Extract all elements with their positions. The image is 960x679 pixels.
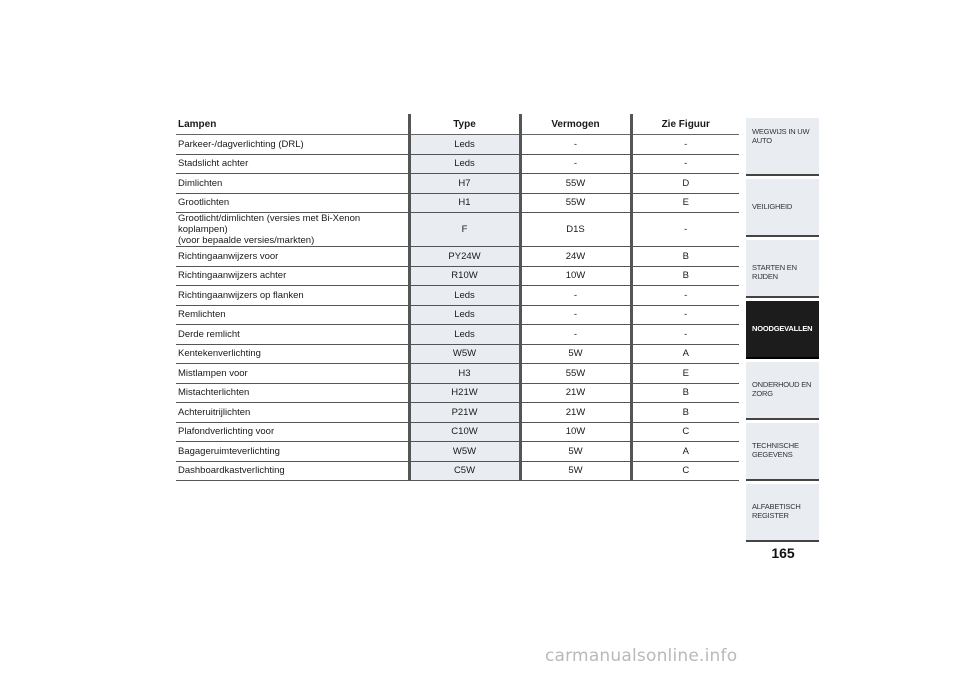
tab-label-line1: NOODGEVALLEN <box>752 324 813 333</box>
lamp-table-body <box>176 135 739 481</box>
header-lampen: Lampen <box>176 114 409 135</box>
row-type: F <box>409 213 520 247</box>
tab-label-line1: TECHNISCHE <box>752 441 799 450</box>
row-vermogen: 10W <box>520 422 631 442</box>
row-lamp-name: Bagageruimteverlichting <box>176 442 409 462</box>
row-figuur: C <box>631 422 739 442</box>
row-lamp-name-line2: (voor bepaalde versies/markten) <box>178 235 315 246</box>
chapter-tab-nav <box>746 118 819 545</box>
row-vermogen: - <box>520 135 631 155</box>
table-row <box>176 266 739 286</box>
row-lamp-name: Mistachterlichten <box>176 383 409 403</box>
table-row <box>176 403 739 423</box>
table-row <box>176 442 739 462</box>
row-lamp-name: Kentekenverlichting <box>176 344 409 364</box>
table-row <box>176 154 739 174</box>
table-row <box>176 286 739 306</box>
row-figuur: B <box>631 266 739 286</box>
row-lamp-name: Achteruitrijlichten <box>176 403 409 423</box>
table-row <box>176 461 739 481</box>
row-type: Leds <box>409 305 520 325</box>
row-vermogen: 24W <box>520 247 631 267</box>
table-row <box>176 213 739 247</box>
row-vermogen: 55W <box>520 174 631 194</box>
tab-label-line1: WEGWIJS IN UW <box>752 127 810 136</box>
row-figuur: - <box>631 286 739 306</box>
row-lamp-name: Dimlichten <box>176 174 409 194</box>
tab-veiligheid[interactable] <box>746 179 819 237</box>
table-row <box>176 174 739 194</box>
tab-label-line1: VEILIGHEID <box>752 202 793 211</box>
tab-label-line1: ONDERHOUD EN <box>752 380 812 389</box>
row-lamp-name: Stadslicht achter <box>176 154 409 174</box>
row-type: H3 <box>409 364 520 384</box>
table-row <box>176 383 739 403</box>
page-number: 165 <box>771 545 795 561</box>
table-row <box>176 305 739 325</box>
row-type: H21W <box>409 383 520 403</box>
row-vermogen: 10W <box>520 266 631 286</box>
row-type: R10W <box>409 266 520 286</box>
tab-label-line2: ZORG <box>752 389 773 398</box>
row-type: P21W <box>409 403 520 423</box>
row-lamp-name: Plafondverlichting voor <box>176 422 409 442</box>
row-lamp-name: Dashboardkastverlichting <box>176 461 409 481</box>
row-lamp-name <box>176 213 409 247</box>
tab-alfabetisch-register[interactable] <box>746 484 819 542</box>
row-type: C5W <box>409 461 520 481</box>
lamp-table <box>176 114 739 481</box>
tab-wegwijs-in-uw-auto[interactable] <box>746 118 819 176</box>
watermark: carmanualsonline.info <box>545 646 738 666</box>
row-type: H1 <box>409 193 520 213</box>
row-type: Leds <box>409 154 520 174</box>
row-type: PY24W <box>409 247 520 267</box>
row-lamp-name: Mistlampen voor <box>176 364 409 384</box>
row-vermogen: 5W <box>520 344 631 364</box>
row-type: H7 <box>409 174 520 194</box>
table-row <box>176 135 739 155</box>
row-figuur: A <box>631 344 739 364</box>
row-vermogen: - <box>520 286 631 306</box>
row-figuur: C <box>631 461 739 481</box>
row-vermogen: 5W <box>520 442 631 462</box>
row-vermogen: - <box>520 154 631 174</box>
row-lamp-name: Grootlichten <box>176 193 409 213</box>
row-type: W5W <box>409 442 520 462</box>
row-figuur: B <box>631 403 739 423</box>
row-figuur: - <box>631 213 739 247</box>
tab-starten-en-rijden[interactable] <box>746 240 819 298</box>
row-lamp-name: Remlichten <box>176 305 409 325</box>
row-figuur: - <box>631 154 739 174</box>
tab-label-line2: REGISTER <box>752 511 789 520</box>
table-row <box>176 193 739 213</box>
table-header-row <box>176 114 739 135</box>
row-type: W5W <box>409 344 520 364</box>
row-figuur: A <box>631 442 739 462</box>
row-lamp-name-line1: Grootlicht/dimlichten (versies met Bi-Xenon koplampen) <box>178 213 361 235</box>
row-lamp-name: Richtingaanwijzers op flanken <box>176 286 409 306</box>
lamp-table-wrapper <box>176 114 739 481</box>
table-row <box>176 422 739 442</box>
table-row <box>176 344 739 364</box>
row-lamp-name: Richtingaanwijzers achter <box>176 266 409 286</box>
table-row <box>176 325 739 345</box>
header-type: Type <box>409 114 520 135</box>
tab-noodgevallen[interactable] <box>746 301 819 359</box>
row-vermogen: 55W <box>520 193 631 213</box>
row-type: C10W <box>409 422 520 442</box>
row-vermogen: 55W <box>520 364 631 384</box>
row-vermogen: - <box>520 305 631 325</box>
row-type: Leds <box>409 135 520 155</box>
row-figuur: B <box>631 247 739 267</box>
table-row <box>176 364 739 384</box>
row-type: Leds <box>409 286 520 306</box>
row-type: Leds <box>409 325 520 345</box>
row-figuur: E <box>631 193 739 213</box>
row-figuur: - <box>631 325 739 345</box>
row-vermogen: 21W <box>520 383 631 403</box>
tab-label-line2: GEGEVENS <box>752 450 793 459</box>
row-vermogen: 5W <box>520 461 631 481</box>
row-vermogen: 21W <box>520 403 631 423</box>
header-zie-figuur: Zie Figuur <box>631 114 739 135</box>
row-figuur: - <box>631 305 739 325</box>
row-figuur: D <box>631 174 739 194</box>
row-figuur: E <box>631 364 739 384</box>
row-vermogen: - <box>520 325 631 345</box>
table-row <box>176 247 739 267</box>
tab-label-line1: STARTEN EN RIJDEN <box>752 263 797 281</box>
tab-label-line1: ALFABETISCH <box>752 502 801 511</box>
row-lamp-name: Richtingaanwijzers voor <box>176 247 409 267</box>
row-figuur: B <box>631 383 739 403</box>
tab-label-line2: AUTO <box>752 136 772 145</box>
row-vermogen: D1S <box>520 213 631 247</box>
row-lamp-name: Derde remlicht <box>176 325 409 345</box>
row-figuur: - <box>631 135 739 155</box>
tab-technische-gegevens[interactable] <box>746 423 819 481</box>
header-vermogen: Vermogen <box>520 114 631 135</box>
tab-onderhoud-en-zorg[interactable] <box>746 362 819 420</box>
row-lamp-name: Parkeer-/dagverlichting (DRL) <box>176 135 409 155</box>
